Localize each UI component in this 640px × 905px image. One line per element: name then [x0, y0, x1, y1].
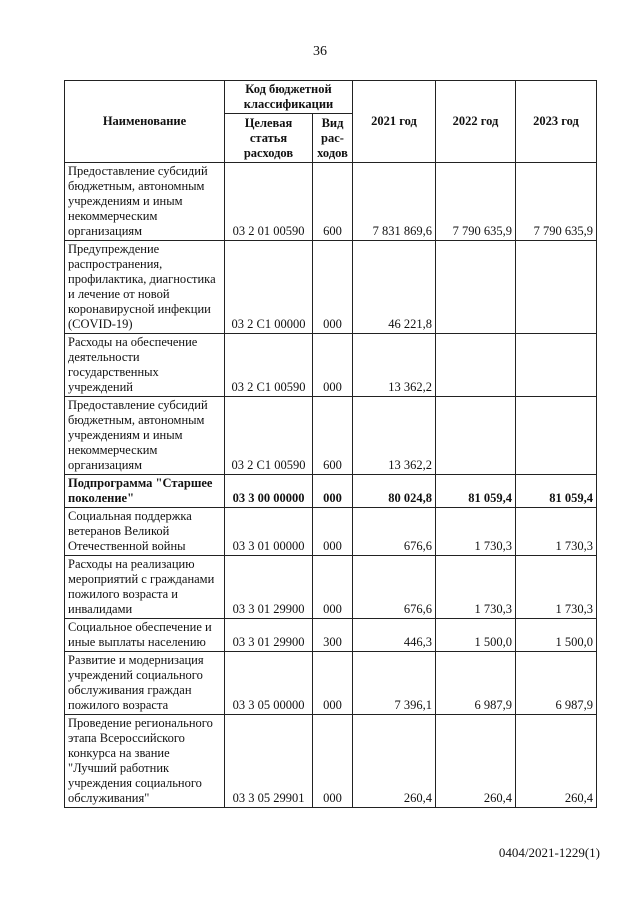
- row-name: Подпрограмма "Старшее поколение": [65, 475, 225, 508]
- row-value-2022: 7 790 635,9: [436, 163, 516, 241]
- row-value-2023: 1 500,0: [516, 619, 597, 652]
- row-value-2023: 260,4: [516, 715, 597, 808]
- row-value-2021: 676,6: [353, 556, 436, 619]
- row-target-code: 03 3 00 00000: [225, 475, 313, 508]
- row-name: Предоставление субсидий бюджетным, автономным учреждениям и иным некоммерческим организациям: [65, 397, 225, 475]
- row-value-2022: 81 059,4: [436, 475, 516, 508]
- row-target-code: 03 2 С1 00590: [225, 334, 313, 397]
- row-value-2023: 1 730,3: [516, 508, 597, 556]
- header-type: Вид рас-ходов: [313, 114, 353, 163]
- row-expense-type: 000: [313, 715, 353, 808]
- row-value-2023: 1 730,3: [516, 556, 597, 619]
- row-value-2023: [516, 241, 597, 334]
- table-row: [65, 715, 597, 808]
- header-row-1: [65, 81, 597, 114]
- row-value-2021: 7 831 869,6: [353, 163, 436, 241]
- row-value-2022: 260,4: [436, 715, 516, 808]
- table-row: [65, 397, 597, 475]
- row-expense-type: 600: [313, 397, 353, 475]
- row-expense-type: 000: [313, 556, 353, 619]
- header-2021: 2021 год: [353, 81, 436, 163]
- row-value-2022: [436, 241, 516, 334]
- row-target-code: 03 2 С1 00000: [225, 241, 313, 334]
- table-row: [65, 652, 597, 715]
- row-name: Предупреждение распространения, профилактика, диагностика и лечение от новой коронавирусной инфекции (COVID-19): [65, 241, 225, 334]
- row-expense-type: 300: [313, 619, 353, 652]
- row-name: Расходы на реализацию мероприятий с гражданами пожилого возраста и инвалидами: [65, 556, 225, 619]
- row-target-code: 03 3 05 00000: [225, 652, 313, 715]
- header-name: Наименование: [65, 81, 225, 163]
- row-value-2022: 1 500,0: [436, 619, 516, 652]
- row-target-code: 03 3 01 00000: [225, 508, 313, 556]
- row-value-2021: 7 396,1: [353, 652, 436, 715]
- row-name: Социальное обеспечение и иные выплаты населению: [65, 619, 225, 652]
- row-value-2021: 13 362,2: [353, 397, 436, 475]
- row-value-2022: 1 730,3: [436, 508, 516, 556]
- row-value-2021: 80 024,8: [353, 475, 436, 508]
- row-value-2023: 6 987,9: [516, 652, 597, 715]
- row-value-2021: 13 362,2: [353, 334, 436, 397]
- row-value-2021: 446,3: [353, 619, 436, 652]
- row-expense-type: 000: [313, 652, 353, 715]
- row-value-2023: 81 059,4: [516, 475, 597, 508]
- row-expense-type: 000: [313, 475, 353, 508]
- row-value-2022: [436, 397, 516, 475]
- row-name: Социальная поддержка ветеранов Великой Отечественной войны: [65, 508, 225, 556]
- header-bk-code: Код бюджетной классификации: [225, 81, 353, 114]
- row-value-2022: [436, 334, 516, 397]
- page-number: 36: [313, 44, 327, 59]
- row-value-2023: [516, 334, 597, 397]
- row-name: Расходы на обеспечение деятельности государственных учреждений: [65, 334, 225, 397]
- row-expense-type: 000: [313, 334, 353, 397]
- table-row: [65, 334, 597, 397]
- table-row: [65, 556, 597, 619]
- row-value-2022: 1 730,3: [436, 556, 516, 619]
- document-code: 0404/2021-1229(1): [498, 845, 600, 860]
- budget-table: [64, 80, 597, 808]
- header-target: Целевая статья расходов: [225, 114, 313, 163]
- row-target-code: 03 3 05 29901: [225, 715, 313, 808]
- row-target-code: 03 3 01 29900: [225, 556, 313, 619]
- row-expense-type: 000: [313, 508, 353, 556]
- row-target-code: 03 3 01 29900: [225, 619, 313, 652]
- table-row: [65, 241, 597, 334]
- row-name: Проведение регионального этапа Всероссийского конкурса на звание "Лучший работник учреждения социального обслуживания": [65, 715, 225, 808]
- row-expense-type: 600: [313, 163, 353, 241]
- row-name: Развитие и модернизация учреждений социального обслуживания граждан пожилого возраста: [65, 652, 225, 715]
- header-2023: 2023 год: [516, 81, 597, 163]
- row-value-2021: 676,6: [353, 508, 436, 556]
- row-value-2022: 6 987,9: [436, 652, 516, 715]
- table-row: [65, 163, 597, 241]
- row-value-2023: [516, 397, 597, 475]
- table-row: [65, 619, 597, 652]
- row-value-2021: 46 221,8: [353, 241, 436, 334]
- header-2022: 2022 год: [436, 81, 516, 163]
- row-name: Предоставление субсидий бюджетным, автономным учреждениям и иным некоммерческим организациям: [65, 163, 225, 241]
- table-row: [65, 508, 597, 556]
- row-value-2021: 260,4: [353, 715, 436, 808]
- row-target-code: 03 2 01 00590: [225, 163, 313, 241]
- row-value-2023: 7 790 635,9: [516, 163, 597, 241]
- row-expense-type: 000: [313, 241, 353, 334]
- row-target-code: 03 2 С1 00590: [225, 397, 313, 475]
- table-row: [65, 475, 597, 508]
